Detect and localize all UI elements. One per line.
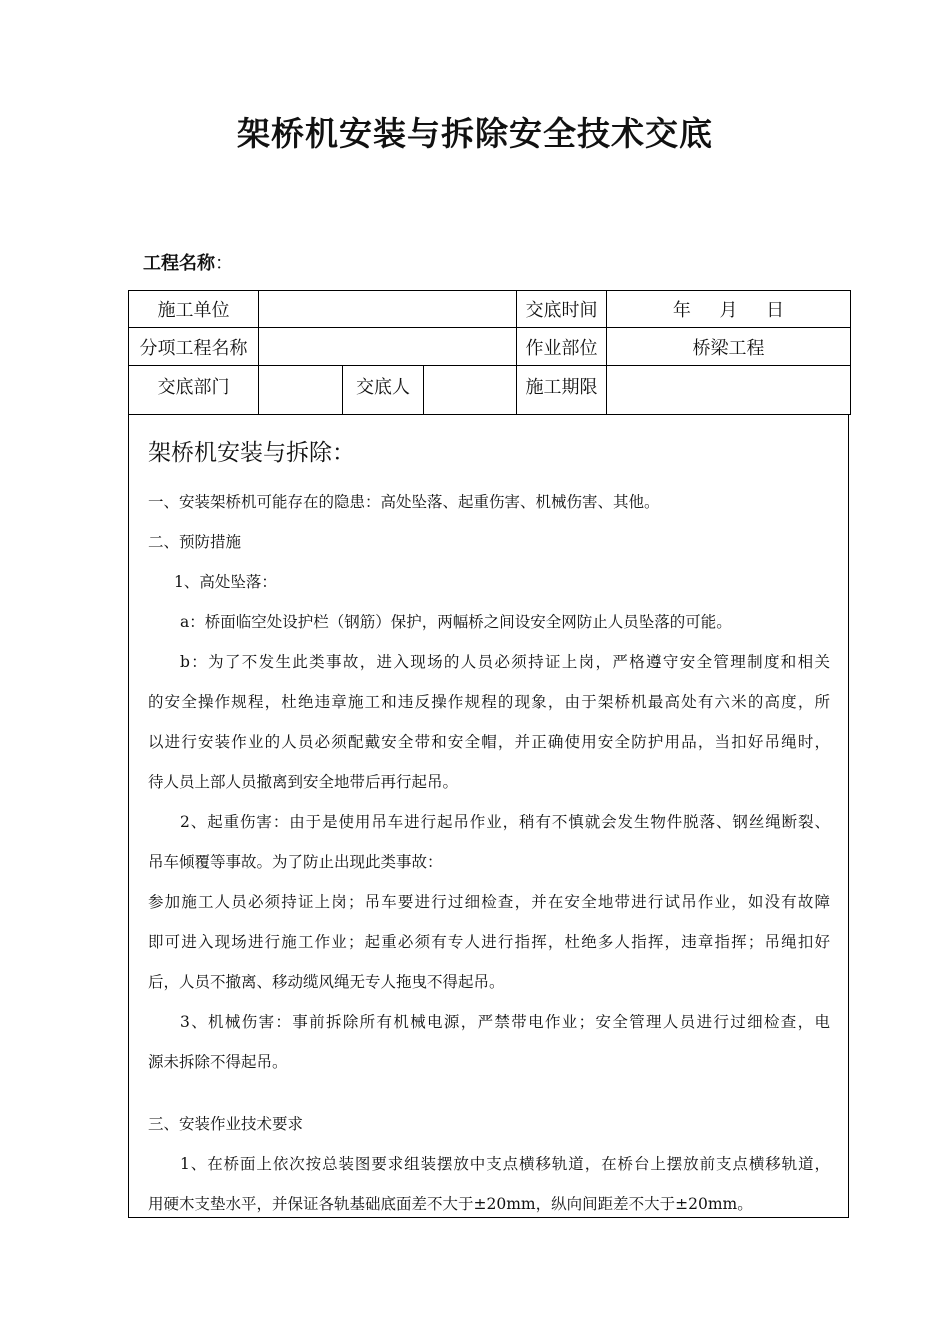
info-table xyxy=(128,290,851,415)
discloser-label: 交底人 xyxy=(343,366,424,414)
list-item: 吊车倾覆等事故。为了防止出现此类事故： xyxy=(148,853,443,871)
list-item: 后，人员不撤离、移动缆风绳无专人拖曳不得起吊。 xyxy=(148,973,505,991)
list-item: b：为了不发生此类事故，进入现场的人员必须持证上岗，严格遵守安全管理制度和相关 xyxy=(180,653,830,671)
table-row xyxy=(129,291,851,328)
disclosure-time-value xyxy=(607,291,851,328)
list-item: 即可进入现场进行施工作业；起重必须有专人进行指挥，杜绝多人指挥，违章指挥；吊绳扣好 xyxy=(148,933,830,951)
list-item: 2、起重伤害：由于是使用吊车进行起吊作业，稍有不慎就会发生物件脱落、钢丝绳断裂、 xyxy=(180,813,830,831)
content-heading: 架桥机安装与拆除： xyxy=(148,440,355,466)
work-location-value: 桥梁工程 xyxy=(607,328,851,366)
construction-unit-label: 施工单位 xyxy=(129,291,259,328)
project-name-colon: ： xyxy=(215,253,233,274)
sub-project-label: 分项工程名称 xyxy=(129,328,259,366)
list-item: a：桥面临空处设护栏（钢筋）保护，两幅桥之间设安全网防止人员坠落的可能。 xyxy=(180,613,732,631)
list-item: 用硬木支垫水平，并保证各轨基础底面差不大于±20mm，纵向间距差不大于±20mm。 xyxy=(148,1195,753,1213)
list-item: 的安全操作规程，杜绝违章施工和违反操作规程的现象，由于架桥机最高处有六米的高度，所 xyxy=(148,693,830,711)
table-row xyxy=(129,328,851,366)
project-name-label: 工程名称 xyxy=(143,253,215,274)
disclosure-department-label: 交底部门 xyxy=(129,366,259,415)
list-item: 一、安装架桥机可能存在的隐患：高处坠落、起重伤害、机械伤害、其他。 xyxy=(148,493,660,511)
discloser-cell xyxy=(343,366,517,415)
project-name-field xyxy=(143,249,233,275)
construction-period-value xyxy=(607,366,851,415)
date-month: 月 xyxy=(719,300,738,321)
construction-unit-value xyxy=(259,291,517,328)
disclosure-department-value xyxy=(259,366,343,415)
table-row xyxy=(129,366,851,415)
construction-period-label: 施工期限 xyxy=(517,366,607,415)
work-location-label: 作业部位 xyxy=(517,328,607,366)
list-item: 二、预防措施 xyxy=(148,533,242,551)
list-item: 3、机械伤害：事前拆除所有机械电源，严禁带电作业；安全管理人员进行过细检查，电 xyxy=(180,1013,830,1031)
date-day: 日 xyxy=(766,300,785,321)
list-item: 1、在桥面上依次按总装图要求组装摆放中支点横移轨道，在桥台上摆放前支点横移轨道， xyxy=(180,1155,830,1173)
discloser-value xyxy=(424,373,516,414)
disclosure-time-label: 交底时间 xyxy=(517,291,607,328)
list-item: 三、安装作业技术要求 xyxy=(148,1115,304,1133)
document-title: 架桥机安装与拆除安全技术交底 xyxy=(237,114,713,153)
list-item: 源未拆除不得起吊。 xyxy=(148,1053,288,1071)
list-item: 以进行安装作业的人员必须配戴安全带和安全帽，并正确使用安全防护用品，当扣好吊绳时， xyxy=(148,733,830,751)
sub-project-value xyxy=(259,328,517,366)
list-item: 待人员上部人员撤离到安全地带后再行起吊。 xyxy=(148,773,459,791)
list-item: 参加施工人员必须持证上岗；吊车要进行过细检查，并在安全地带进行试吊作业，如没有故障 xyxy=(148,893,830,911)
list-item: 1、高处坠落： xyxy=(174,573,277,591)
date-year: 年 xyxy=(672,300,691,321)
